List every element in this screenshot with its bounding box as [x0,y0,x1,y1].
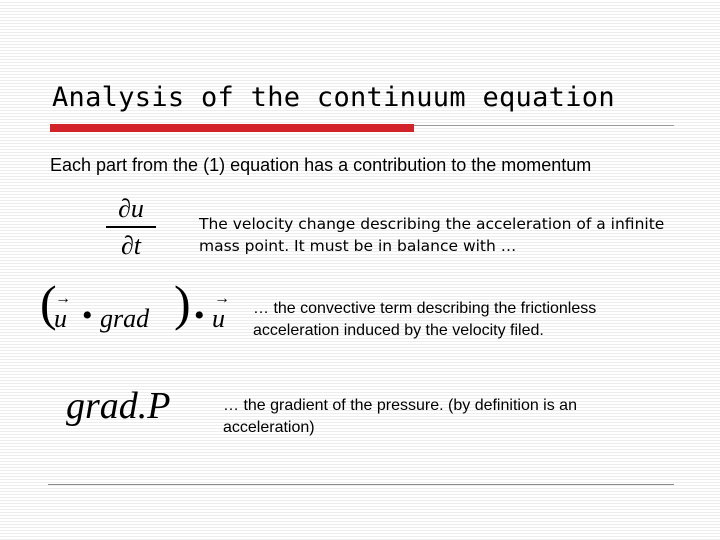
grad-operator: grad [100,304,150,333]
partial-derivative-formula [104,196,158,259]
term-description-1: The velocity change describing the acceleration of a infinite mass point. It must be in balance with … [199,215,665,255]
convective-term-formula [36,275,236,346]
vector-arrow-icon-2: → [214,290,230,307]
intro-text: Each part from the (1) equation has a contribution to the momentum [50,155,592,175]
left-paren: ( [40,275,57,331]
right-paren: ) [174,275,191,331]
term-description-2: … the convective term describing the frictionless acceleration induced by the velocity filed. [253,300,597,339]
bottom-rule [48,484,674,485]
dot-operator-2: • [194,299,205,332]
vector-arrow-icon: → [55,290,71,307]
term-description-3: … the gradient of the pressure. (by definition is an acceleration) [223,397,577,436]
pressure-gradient-formula: grad.P [66,385,171,427]
slide-title: Analysis of the continuum equation [52,82,615,113]
velocity-symbol: u [54,304,67,333]
velocity-symbol-2: u [212,304,225,333]
dot-operator: • [82,299,93,332]
title-accent-rule [50,124,414,132]
title-rule [414,125,674,126]
formula-numerator: ∂u [118,194,144,223]
formula-denominator: ∂t [120,230,142,260]
